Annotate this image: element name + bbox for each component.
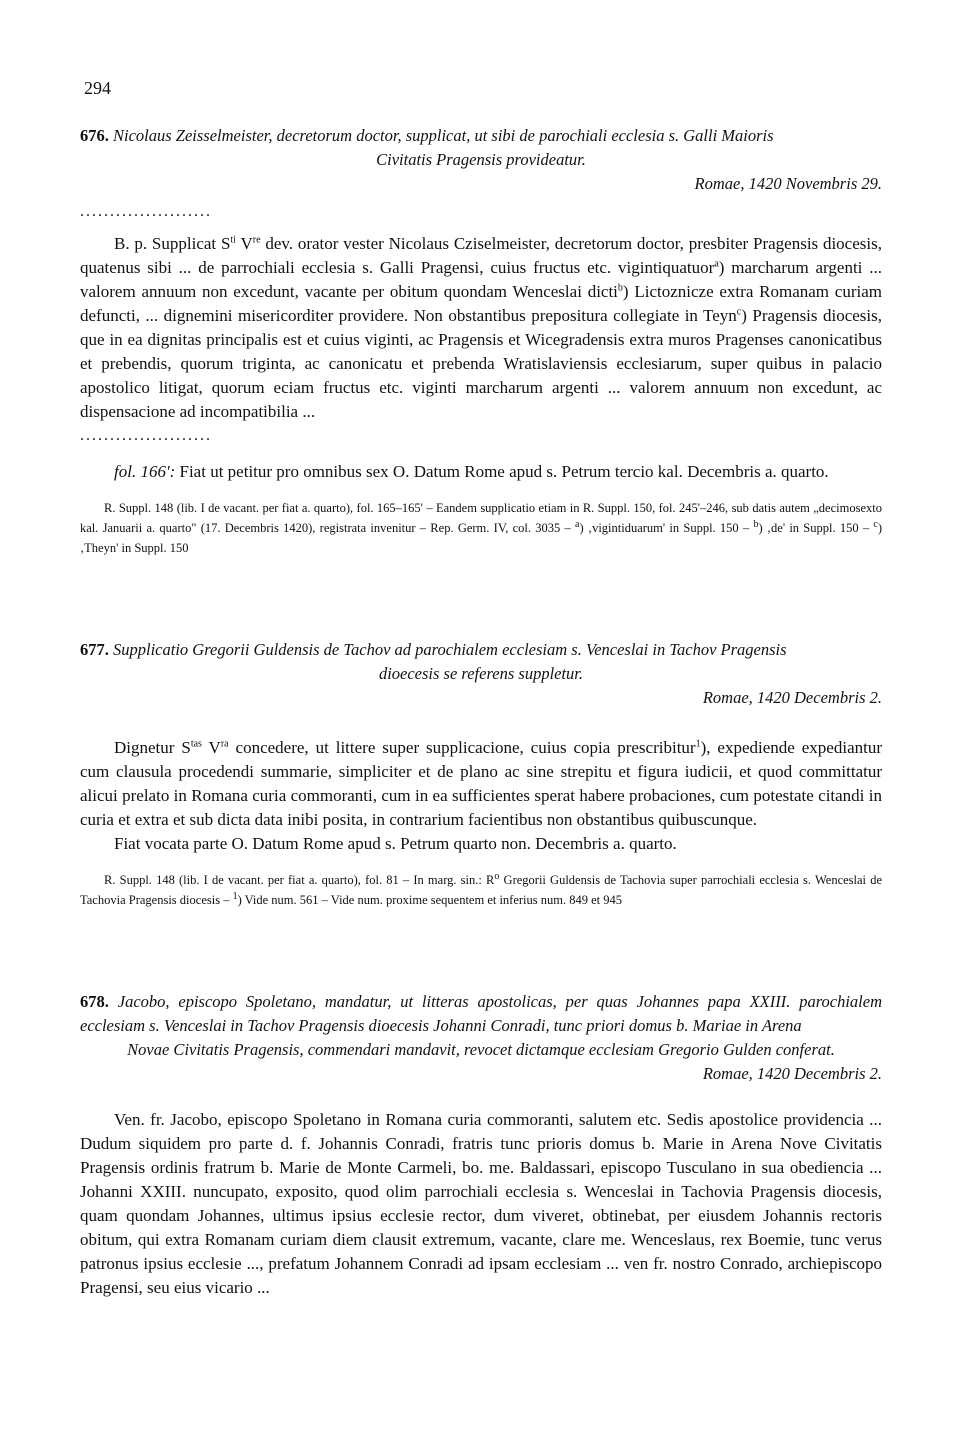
entry-heading bbox=[80, 638, 882, 686]
text-run: ) marcharum argenti ... valorem annuum non excedunt, vacante per obitum quondam Wenceslai dicti bbox=[80, 258, 882, 301]
footnote-marker: c bbox=[736, 306, 742, 318]
entry-676 bbox=[80, 124, 882, 558]
text-run: Gregorii Guldensis de Tachovia super parrochiali ecclesia s. Wenceslai de Tachovia Pragensis diocesis – bbox=[80, 873, 882, 907]
entry-678 bbox=[80, 990, 882, 1300]
text-run: R. Suppl. 148 (lib. I de vacant. per fiat a. quarto), fol. 165–165' – Eandem supplicatio etiam in R. Suppl. 150, fol. 245'–246, sub datis autem „decimosexto kal. Januarii a. quarto" (17. Decembris 1420), registrata invenitur – Rep. Germ. IV, col. 3035 – bbox=[80, 501, 882, 535]
page-number: 294 bbox=[84, 78, 111, 98]
text-run: ), expediende expediantur cum clausula procedendi summarie, simpliciter et de plano ac sine strepitu et figura iudicii, et quod committatur alicui prelato in Romana curia commoranti, cum in ea sufficientes sperat habere probaciones, cum potestate citandi in curia et extra et sub dicta data inibi posita, in contrarium facientibus non obstantibus quibuscunque. bbox=[80, 738, 882, 829]
text-run: ) Vide num. 561 – Vide num. proxime sequentem et inferius num. 849 et 945 bbox=[237, 893, 623, 907]
footnote-marker: 1 bbox=[232, 890, 238, 902]
superscript: ra bbox=[220, 738, 229, 750]
text-run: V bbox=[201, 738, 221, 757]
place-date: Romae, 1420 Decembris 2. bbox=[702, 688, 882, 707]
text-run: Fiat ut petitur pro omnibus sex O. Datum Rome apud s. Petrum tercio kal. Decembris a. quarto. bbox=[175, 462, 829, 481]
entry-title: Jacobo, episcopo Spoletano, mandatur, ut litteras apostolicas, per quas Johannes papa XXIII. parochialem ecclesiam s. Venceslai in Tachov Pragensis dioecesis Johanni Conradi, tunc priori domus b. Mariae in Arena bbox=[80, 992, 883, 1035]
footnote-marker: b bbox=[617, 282, 623, 294]
entry-title-continued: dioecesis se referens suppletur. bbox=[378, 664, 584, 683]
fiat-text bbox=[80, 460, 882, 484]
text-run: Dignetur S bbox=[114, 738, 191, 757]
ellipsis-separator: ...................... bbox=[80, 203, 212, 220]
entry-title-continued: Civitatis Pragensis provideatur. bbox=[376, 150, 586, 169]
supplication-text bbox=[80, 736, 882, 832]
text-run: ) ‚vigintiduarum' in Suppl. 150 – bbox=[579, 521, 754, 535]
supplication-text bbox=[80, 232, 882, 424]
entry-title: Supplicatio Gregorii Guldensis de Tachov ad parochialem ecclesiam s. Venceslai in Tachov Pragensis bbox=[113, 640, 787, 659]
entry-heading bbox=[80, 990, 882, 1062]
place-date: Romae, 1420 Decembris 2. bbox=[702, 1064, 882, 1083]
entry-number: 678. bbox=[80, 992, 109, 1011]
text-run: ) ‚Theyn' in Suppl. 150 bbox=[80, 521, 882, 555]
footnote-marker: a bbox=[575, 518, 580, 530]
footnote-marker: 1 bbox=[695, 738, 701, 750]
entry-title: Nicolaus Zeisselmeister, decretorum doctor, supplicat, ut sibi de parochiali ecclesia s. Galli Maioris bbox=[113, 126, 774, 145]
folio-reference: fol. 166': bbox=[114, 462, 176, 481]
superscript: ti bbox=[230, 234, 236, 246]
place-date: Romae, 1420 Novembris 29. bbox=[694, 174, 882, 193]
source-note bbox=[80, 498, 882, 558]
entry-heading bbox=[80, 124, 882, 172]
footnote-marker: a bbox=[714, 258, 719, 270]
superscript: re bbox=[252, 234, 261, 246]
text-run: concedere, ut littere super supplicacione, cuius copia prescribitur bbox=[228, 738, 696, 757]
superscript: tas bbox=[190, 738, 202, 750]
text-run: ) Pragensis diocesis, que in ea dignitas principalis est et cuius viginti, ac Pragensis et Wicegradensis extra muros Pragenses canonicatibus et prebendis, quorum triginta, ac canonicatu et prebenda Wratislaviensis ecclesiarum, super quibus in palacio apostolico litigat, quorum eciam fructus etc. viginti marcharum argenti ... valorem annuum non excedunt, ac dispensacione ad incompatibilia ... bbox=[80, 306, 882, 421]
text-run: V bbox=[235, 234, 253, 253]
entry-677 bbox=[80, 638, 882, 910]
source-note bbox=[80, 870, 882, 910]
text-run: ) ‚de' in Suppl. 150 – bbox=[758, 521, 874, 535]
mandate-text: Ven. fr. Jacobo, episcopo Spoletano in Romana curia commoranti, salutem etc. Sedis apostolice providencia ... Dudum siquidem pro parte d. f. Johannis Conradi, fratris tunc prioris domus b. Marie in Arena Nove Civitatis Pragensis ordinis fratrum b. Marie de Monte Carmeli, bo. me. Baldassari, episcopo Tusculano in sua obediencia ... Johanni XXIII. nuncupato, exposito, quod olim parrochiali ecclesia s. Wenceslai in Tachovia Pragensis diocesis, quam quondam Johannes, ultimus ipsius ecclesie rector, dum viveret, obtinebat, per eiusdem Johannis rectoris obitum, qui extra Romanam curiam diem clausit extremum, vacante, clare me. Wenceslaus, rex Boemie, tunc verus patronus ipsius ecclesie ..., prefatum Johannem Conradi ad ipsam ecclesiam ... ven fr. nostro Conrado, archiepiscopo Pragensi, seu eius vicario ... bbox=[80, 1110, 882, 1297]
ellipsis-separator: ...................... bbox=[80, 427, 212, 444]
text-run: dev. orator vester Nicolaus Cziselmeister, decretorum doctor, presbiter Pragensis diocesis, quatenus sibi ... de parrochiali ecclesia s. Galli Pragensi, cuius fructus etc. vigintiquatuor bbox=[80, 234, 882, 277]
entry-title-continued: Novae Civitatis Pragensis, commendari mandavit, revocet dictamque ecclesiam Gregorio Gulden conferat. bbox=[127, 1040, 835, 1059]
text-run: B. p. Supplicat S bbox=[114, 234, 231, 253]
fiat-text: Fiat vocata parte O. Datum Rome apud s. Petrum quarto non. Decembris a. quarto. bbox=[114, 834, 677, 853]
footnote-marker: c bbox=[873, 518, 878, 530]
text-run: ) Lictoznicze extra Romanam curiam defuncti, ... dignemini misericorditer providere. Non obstantibus prepositura collegiate in Teyn bbox=[80, 282, 882, 325]
footnote-marker: b bbox=[753, 518, 759, 530]
entry-number: 677. bbox=[80, 640, 109, 659]
text-run: R. Suppl. 148 (lib. I de vacant. per fiat a. quarto), fol. 81 – In marg. sin.: R bbox=[104, 873, 495, 887]
entry-number: 676. bbox=[80, 126, 109, 145]
superscript: o bbox=[494, 870, 500, 882]
